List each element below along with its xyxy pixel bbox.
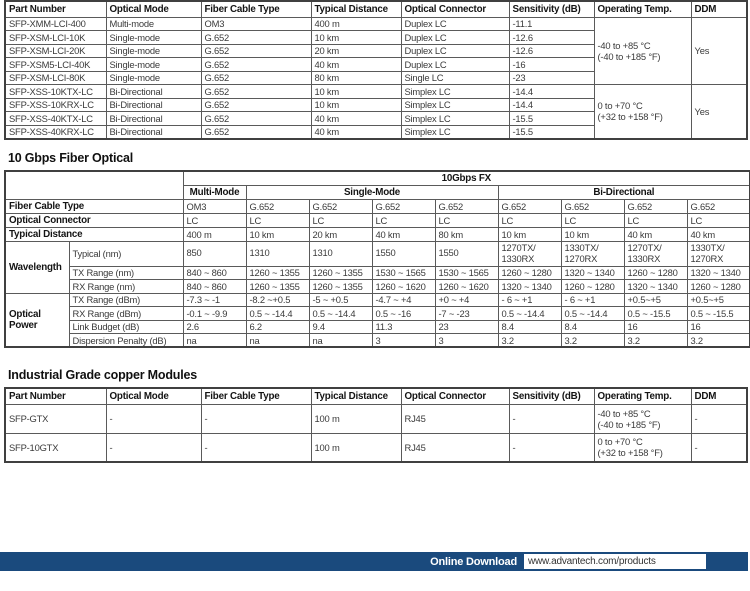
row-sublabel: Dispersion Penalty (dB) [69, 334, 183, 348]
cell: G.652 [201, 85, 311, 99]
cell: 1320 ~ 1340 [561, 266, 624, 280]
cell: -8.2 ~+0.5 [246, 293, 309, 307]
cell: -0.1 ~ -9.9 [183, 307, 246, 321]
ddm-cell: - [691, 433, 747, 462]
cell: 40 km [687, 227, 750, 241]
section-heading-copper: Industrial Grade copper Modules [8, 368, 197, 382]
cell: 0.5 ~ -14.4 [498, 307, 561, 321]
cell: SFP-XSS-10KRX-LC [5, 98, 106, 112]
column-header: Part Number [5, 388, 106, 404]
cell: 1330TX/ 1270RX [561, 241, 624, 266]
cell: 8.4 [498, 320, 561, 334]
row-label-optical-power: Optical Power [5, 293, 69, 347]
cell: SFP-XSM-LCI-10K [5, 31, 106, 45]
cell: G.652 [372, 199, 435, 213]
cell: -11.1 [509, 17, 594, 31]
fiber-10g-table [4, 170, 750, 349]
row-sublabel: TX Range (nm) [69, 266, 183, 280]
cell: G.652 [201, 112, 311, 126]
cell: -14.4 [509, 85, 594, 99]
cell: LC [561, 213, 624, 227]
cell: 1550 [435, 241, 498, 266]
cell: +0.5~+5 [687, 293, 750, 307]
cell: 80 km [435, 227, 498, 241]
table-row [5, 334, 750, 348]
cell: 3 [435, 334, 498, 348]
cell: Simplex LC [401, 125, 509, 139]
cell: Single LC [401, 71, 509, 85]
temp-celsius: -40 to +85 °C [597, 39, 651, 51]
cell: 11.3 [372, 320, 435, 334]
cell: 1260 ~ 1620 [372, 280, 435, 294]
table-row [5, 227, 750, 241]
table-row [5, 293, 750, 307]
cell: SFP-XSM5-LCI-40K [5, 58, 106, 72]
temp-fahrenheit: (+32 to +158 °F) [597, 447, 663, 459]
row-sublabel: Link Budget (dB) [69, 320, 183, 334]
ddm-cell: - [691, 404, 747, 433]
cell: 1550 [372, 241, 435, 266]
cell: 3.2 [498, 334, 561, 348]
download-url-box [524, 554, 706, 569]
cell: G.652 [201, 58, 311, 72]
cell: -5 ~ +0.5 [309, 293, 372, 307]
cell: G.652 [201, 98, 311, 112]
cell: 2.6 [183, 320, 246, 334]
cell: - [509, 404, 594, 433]
temp-fahrenheit: (+32 to +158 °F) [597, 111, 663, 123]
cell: G.652 [201, 44, 311, 58]
cell: Single-mode [106, 58, 201, 72]
cell: 9.4 [309, 320, 372, 334]
table-row [5, 280, 750, 294]
cell: 1260 ~ 1280 [687, 280, 750, 294]
mode-header-single: Single-Mode [246, 185, 498, 199]
cell: - [201, 404, 311, 433]
online-download-bar [0, 552, 748, 571]
cell: - 6 ~ +1 [498, 293, 561, 307]
cell: 10 km [311, 31, 401, 45]
cell: SFP-XSS-40KRX-LC [5, 125, 106, 139]
operating-temp-cell [594, 85, 691, 139]
cell: 1260 ~ 1355 [246, 280, 309, 294]
row-sublabel: Typical (nm) [69, 241, 183, 266]
cell: 840 ~ 860 [183, 280, 246, 294]
table-row [5, 266, 750, 280]
cell: Single-mode [106, 31, 201, 45]
cell: Bi-Directional [106, 112, 201, 126]
cell: LC [246, 213, 309, 227]
cell: G.652 [246, 199, 309, 213]
cell: LC [498, 213, 561, 227]
cell: G.652 [561, 199, 624, 213]
cell: G.652 [624, 199, 687, 213]
temp-celsius: -40 to +85 °C [597, 407, 651, 419]
cell: 1530 ~ 1565 [372, 266, 435, 280]
column-header: Fiber Cable Type [201, 388, 311, 404]
table-row [5, 199, 750, 213]
cell: -12.6 [509, 31, 594, 45]
cell: 40 km [311, 125, 401, 139]
cell: na [183, 334, 246, 348]
cell: 1260 ~ 1620 [435, 280, 498, 294]
cell: G.652 [201, 71, 311, 85]
cell: 1320 ~ 1340 [498, 280, 561, 294]
column-header: Operating Temp. [594, 1, 691, 17]
cell: 3.2 [561, 334, 624, 348]
table-row [5, 320, 750, 334]
cell: 1320 ~ 1340 [624, 280, 687, 294]
cell: 10 km [246, 227, 309, 241]
column-header: Optical Connector [401, 1, 509, 17]
cell: 400 m [183, 227, 246, 241]
column-header: Optical Mode [106, 1, 201, 17]
cell: SFP-XSM-LCI-80K [5, 71, 106, 85]
cell: Duplex LC [401, 17, 509, 31]
table-row [5, 404, 747, 433]
cell: 1260 ~ 1355 [246, 266, 309, 280]
column-header: Optical Mode [106, 388, 201, 404]
table-row [5, 85, 747, 99]
row-label: Typical Distance [5, 227, 183, 241]
cell: 23 [435, 320, 498, 334]
cell: 40 km [311, 58, 401, 72]
cell: 1260 ~ 1355 [309, 280, 372, 294]
cell: 400 m [311, 17, 401, 31]
cell: 10 km [498, 227, 561, 241]
cell: G.652 [201, 125, 311, 139]
row-sublabel: TX Range (dBm) [69, 293, 183, 307]
cell: Duplex LC [401, 58, 509, 72]
cell: 10 km [311, 98, 401, 112]
cell: - [509, 433, 594, 462]
cell: - [106, 404, 201, 433]
table-header-row [5, 388, 747, 404]
cell: Single-mode [106, 44, 201, 58]
cell: Bi-Directional [106, 85, 201, 99]
cell: 1310 [246, 241, 309, 266]
cell: G.652 [201, 31, 311, 45]
column-header: Optical Connector [401, 388, 509, 404]
cell: Simplex LC [401, 85, 509, 99]
row-label-wavelength: Wavelength [5, 241, 69, 293]
temp-fahrenheit: (-40 to +185 °F) [597, 50, 661, 62]
column-header: DDM [691, 388, 747, 404]
cell: LC [435, 213, 498, 227]
cell: 20 km [309, 227, 372, 241]
cell: -23 [509, 71, 594, 85]
cell: 3.2 [624, 334, 687, 348]
cell: - 6 ~ +1 [561, 293, 624, 307]
cell: G.652 [498, 199, 561, 213]
column-header: Fiber Cable Type [201, 1, 311, 17]
cell: 16 [624, 320, 687, 334]
table-row [5, 307, 750, 321]
cell: 1270TX/ 1330RX [624, 241, 687, 266]
cell: RJ45 [401, 404, 509, 433]
cell: -15.5 [509, 112, 594, 126]
cell: 1330TX/ 1270RX [687, 241, 750, 266]
cell: 100 m [311, 433, 401, 462]
cell: 8.4 [561, 320, 624, 334]
cell: 1260 ~ 1280 [624, 266, 687, 280]
cell: 80 km [311, 71, 401, 85]
cell: - [106, 433, 201, 462]
sfp-module-table [4, 0, 748, 140]
cell: 3 [372, 334, 435, 348]
cell: 1260 ~ 1280 [561, 280, 624, 294]
row-sublabel: RX Range (nm) [69, 280, 183, 294]
cell: 100 m [311, 404, 401, 433]
cell: SFP-XSM-LCI-20K [5, 44, 106, 58]
cell: 850 [183, 241, 246, 266]
cell: -14.4 [509, 98, 594, 112]
row-label: Fiber Cable Type [5, 199, 183, 213]
cell: G.652 [309, 199, 372, 213]
cell: 40 km [372, 227, 435, 241]
cell: LC [309, 213, 372, 227]
table-header-row [5, 171, 750, 186]
cell: na [246, 334, 309, 348]
cell: 0.5 ~ -14.4 [246, 307, 309, 321]
cell: - [201, 433, 311, 462]
table-header-row [5, 1, 747, 17]
column-header: Operating Temp. [594, 388, 691, 404]
cell: OM3 [183, 199, 246, 213]
cell: LC [183, 213, 246, 227]
cell: 1270TX/ 1330RX [498, 241, 561, 266]
cell: -4.7 ~ +4 [372, 293, 435, 307]
table-row [5, 241, 750, 266]
cell: SFP-XSS-10KTX-LC [5, 85, 106, 99]
table-row [5, 213, 750, 227]
cell: Simplex LC [401, 98, 509, 112]
cell: 1320 ~ 1340 [687, 266, 750, 280]
cell: G.652 [435, 199, 498, 213]
mode-header-multi: Multi-Mode [183, 185, 246, 199]
row-sublabel: RX Range (dBm) [69, 307, 183, 321]
column-header: Typical Distance [311, 1, 401, 17]
cell: LC [687, 213, 750, 227]
column-header: Part Number [5, 1, 106, 17]
cell: 0.5 ~ -14.4 [561, 307, 624, 321]
temp-fahrenheit: (-40 to +185 °F) [597, 418, 661, 430]
cell: 840 ~ 860 [183, 266, 246, 280]
cell: 0.5 ~ -15.5 [687, 307, 750, 321]
cell: Duplex LC [401, 31, 509, 45]
cell: LC [372, 213, 435, 227]
cell: 1310 [309, 241, 372, 266]
section-heading-10g-fiber: 10 Gbps Fiber Optical [8, 150, 133, 165]
cell: OM3 [201, 17, 311, 31]
cell: +0.5~+5 [624, 293, 687, 307]
cell: Duplex LC [401, 44, 509, 58]
column-header: Sensitivity (dB) [509, 1, 594, 17]
cell: -7 ~ -23 [435, 307, 498, 321]
cell: 1530 ~ 1565 [435, 266, 498, 280]
cell: -12.6 [509, 44, 594, 58]
cell: SFP-XSS-40KTX-LC [5, 112, 106, 126]
cell: -15.5 [509, 125, 594, 139]
copper-module-table [4, 387, 748, 463]
cell: SFP-GTX [5, 404, 106, 433]
cell: 40 km [624, 227, 687, 241]
table-row [5, 17, 747, 31]
cell: 6.2 [246, 320, 309, 334]
cell: +0 ~ +4 [435, 293, 498, 307]
cell: 1260 ~ 1280 [498, 266, 561, 280]
column-header: Typical Distance [311, 388, 401, 404]
online-download-label: Online Download [430, 555, 517, 568]
cell: SFP-10GTX [5, 433, 106, 462]
cell: Single-mode [106, 71, 201, 85]
temp-celsius: 0 to +70 °C [597, 436, 643, 448]
column-header: Sensitivity (dB) [509, 388, 594, 404]
operating-temp-cell [594, 404, 691, 433]
empty-corner-cell [5, 171, 183, 200]
cell: 16 [687, 320, 750, 334]
cell: 0.5 ~ -15.5 [624, 307, 687, 321]
cell: SFP-XMM-LCI-400 [5, 17, 106, 31]
cell: Multi-mode [106, 17, 201, 31]
cell: Simplex LC [401, 112, 509, 126]
cell: 1260 ~ 1355 [309, 266, 372, 280]
cell: RJ45 [401, 433, 509, 462]
cell: na [309, 334, 372, 348]
ddm-cell: Yes [691, 17, 747, 85]
download-url: www.advantech.com/products [528, 556, 656, 567]
cell: G.652 [687, 199, 750, 213]
row-label: Optical Connector [5, 213, 183, 227]
cell: 10 km [311, 85, 401, 99]
cell: 10 km [561, 227, 624, 241]
cell: 0.5 ~ -14.4 [309, 307, 372, 321]
cell: 3.2 [687, 334, 750, 348]
ddm-cell: Yes [691, 85, 747, 139]
cell: 0.5 ~ -16 [372, 307, 435, 321]
operating-temp-cell [594, 433, 691, 462]
cell: LC [624, 213, 687, 227]
cell: -7.3 ~ -1 [183, 293, 246, 307]
temp-celsius: 0 to +70 °C [597, 100, 643, 112]
table-row [5, 433, 747, 462]
cell: Bi-Directional [106, 98, 201, 112]
cell: 40 km [311, 112, 401, 126]
cell: Bi-Directional [106, 125, 201, 139]
mode-header-bidirectional: Bi-Directional [498, 185, 750, 199]
cell: -16 [509, 58, 594, 72]
operating-temp-cell [594, 17, 691, 85]
group-header-10gbps-fx: 10Gbps FX [183, 171, 750, 186]
cell: 20 km [311, 44, 401, 58]
column-header: DDM [691, 1, 747, 17]
